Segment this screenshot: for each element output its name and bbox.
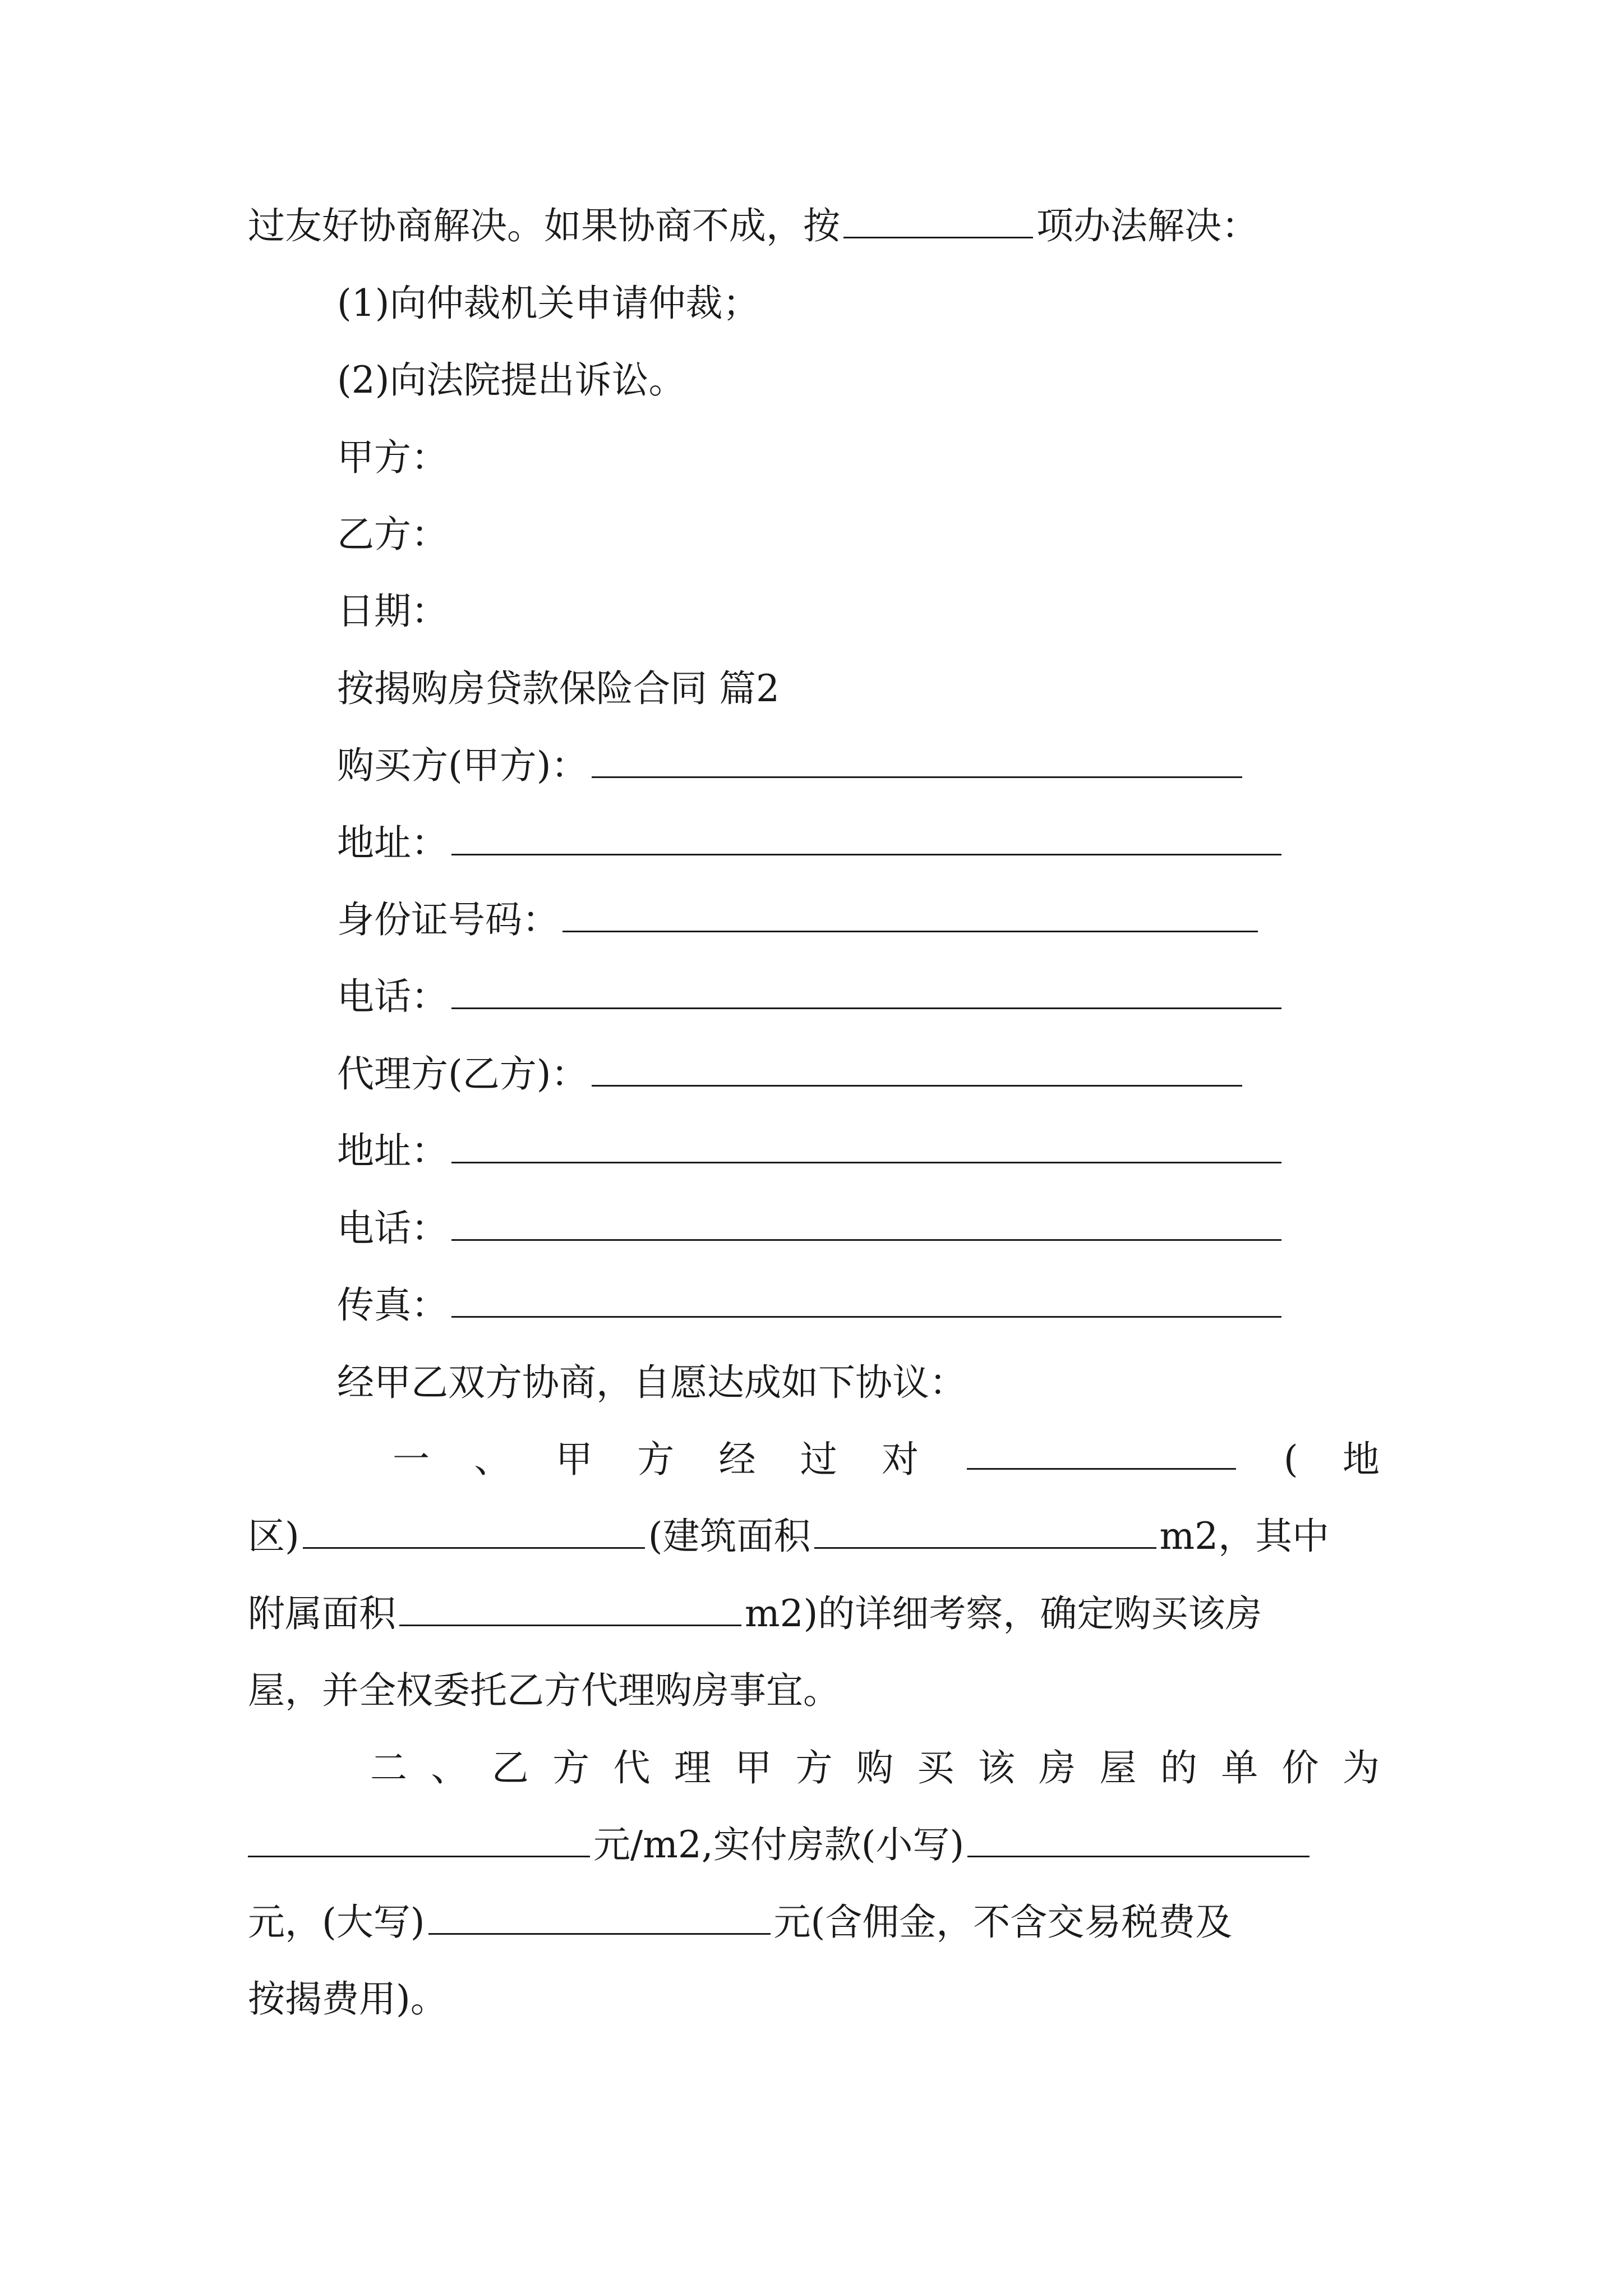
unit-price-blank — [248, 1822, 590, 1857]
agent-blank — [592, 1051, 1242, 1087]
char: 二 — [370, 1746, 407, 1789]
amount-words-blank — [428, 1899, 771, 1935]
option-2: (2)向法院提出诉讼。 — [337, 358, 686, 402]
agent-label: 代理方(乙方)： — [337, 1052, 588, 1096]
char: 的 — [1160, 1746, 1197, 1789]
char: 地 — [1342, 1438, 1380, 1481]
buyer-id-blank — [562, 897, 1258, 932]
buyer-id-label: 身份证号码： — [337, 898, 559, 941]
clause-2-line-2 — [248, 1820, 1313, 1870]
char: 为 — [1343, 1746, 1380, 1789]
char: 一 — [393, 1438, 430, 1481]
char: 甲 — [555, 1438, 593, 1481]
char: 购 — [856, 1746, 893, 1789]
clause-1-line-3 — [248, 1589, 1262, 1639]
buyer-phone-blank — [451, 974, 1281, 1009]
auxiliary-area-blank — [399, 1591, 741, 1626]
buyer-phone-field — [337, 972, 1285, 1022]
agent-phone-label: 电话： — [337, 1207, 448, 1250]
char: 对 — [882, 1438, 919, 1481]
char: 过 — [800, 1438, 837, 1481]
char: 、 — [474, 1438, 511, 1481]
text: m2)的详细考察，确定购买该房 — [745, 1592, 1262, 1635]
agent-phone-blank — [451, 1205, 1281, 1241]
buyer-address-field — [337, 818, 1285, 868]
text: 元，(大写) — [248, 1901, 425, 1944]
char: 甲 — [735, 1746, 772, 1789]
char: 方 — [552, 1746, 590, 1789]
text: 元(含佣金，不含交易税费及 — [773, 1901, 1233, 1944]
char: 方 — [637, 1438, 675, 1481]
amount-digits-blank — [967, 1822, 1310, 1857]
char: 该 — [978, 1746, 1015, 1789]
buyer-address-blank — [451, 820, 1281, 855]
clause-1-line-2 — [248, 1511, 1329, 1562]
char: ( — [1283, 1438, 1298, 1481]
agreement-intro: 经甲乙双方协商，自愿达成如下协议： — [337, 1361, 966, 1404]
paragraph-line — [248, 201, 1258, 251]
text: 区) — [248, 1515, 299, 1558]
char: 代 — [613, 1746, 651, 1789]
text: m2，其中 — [1159, 1515, 1330, 1558]
fill-blank — [843, 203, 1033, 238]
buyer-id-field — [337, 895, 1261, 945]
agent-address-blank — [451, 1128, 1281, 1163]
buyer-address-label: 地址： — [337, 821, 448, 864]
option-1: (1)向仲裁机关申请仲裁； — [337, 282, 760, 325]
char: 房 — [1039, 1746, 1076, 1789]
text: 过友好协商解决。如果协商不成，按 — [248, 204, 840, 247]
buyer-phone-label: 电话： — [337, 975, 448, 1018]
text: 附属面积 — [248, 1592, 396, 1635]
char: 价 — [1281, 1746, 1319, 1789]
agent-address-field — [337, 1126, 1285, 1176]
buyer-blank — [592, 743, 1242, 778]
char: 单 — [1221, 1746, 1258, 1789]
party-b-label: 乙方： — [337, 513, 448, 556]
buyer-label: 购买方(甲方)： — [337, 744, 588, 787]
clause-2-line-4: 按揭费用)。 — [248, 1977, 448, 2021]
text: (建筑面积 — [648, 1515, 811, 1558]
text: 元/m2,实付房款(小写) — [593, 1823, 965, 1866]
clause-2-line-1 — [370, 1743, 1380, 1793]
building-area-blank — [814, 1513, 1156, 1549]
section-title: 按揭购房贷款保险合同 篇2 — [337, 667, 780, 710]
agent-fax-label: 传真： — [337, 1283, 448, 1327]
agent-address-label: 地址： — [337, 1129, 448, 1172]
char: 方 — [795, 1746, 833, 1789]
agent-field — [337, 1049, 1246, 1099]
party-a-label: 甲方： — [337, 436, 448, 479]
text: 项办法解决： — [1036, 204, 1258, 247]
date-label: 日期： — [337, 590, 448, 633]
char: 乙 — [491, 1746, 529, 1789]
char: 理 — [674, 1746, 711, 1789]
clause-2-line-3 — [248, 1897, 1232, 1948]
agent-phone-field — [337, 1203, 1285, 1254]
clause-1-line-1 — [393, 1434, 1380, 1485]
agent-fax-blank — [451, 1282, 1281, 1318]
location-blank — [967, 1434, 1236, 1470]
char: 屋 — [1099, 1746, 1137, 1789]
char: 、 — [431, 1746, 468, 1789]
clause-1-line-4: 屋，并全权委托乙方代理购房事宜。 — [248, 1669, 840, 1712]
char: 经 — [718, 1438, 756, 1481]
agent-fax-field — [337, 1280, 1285, 1331]
buyer-field — [337, 740, 1246, 791]
char: 买 — [917, 1746, 955, 1789]
area-blank — [303, 1513, 645, 1549]
